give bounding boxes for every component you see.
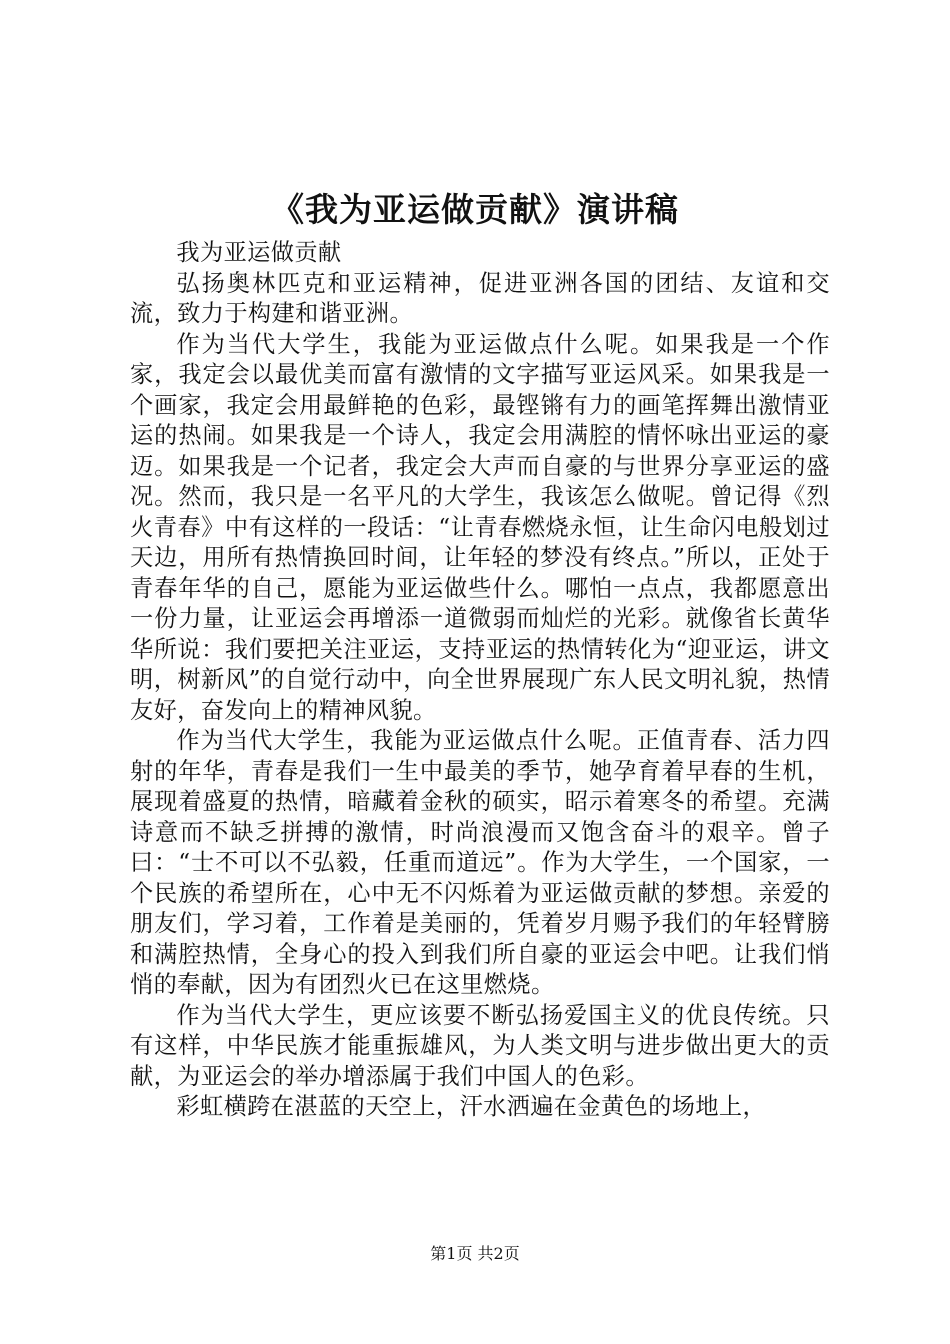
paragraph: 作为当代大学生，更应该要不断弘扬爱国主义的优良传统。只有这样，中华民族才能重振雄风，为人类文明与进步做出更大的贡献，为亚运会的举办增添属于我们中国人的色彩。 — [130, 1001, 830, 1090]
document-body — [130, 238, 830, 1123]
paragraph: 作为当代大学生，我能为亚运做点什么呢。如果我是一个作家，我定会以最优美而富有激情的文字描写亚运风采。如果我是一个画家，我定会用最鲜艳的色彩，最铿锵有力的画笔挥舞出激情亚运的热闹。如果我是一个诗人，我定会用满腔的情怀咏出亚运的豪迈。如果我是一个记者，我定会大声而自豪的与世界分享亚运的盛况。然而，我只是一名平凡的大学生，我该怎么做呢。曾记得《烈火青春》中有这样的一段话：“让青春燃烧永恒，让生命闪电般划过天边，用所有热情换回时间，让年轻的梦没有终点。”所以，正处于青春年华的自己，愿能为亚运做些什么。哪怕一点点，我都愿意出一份力量，让亚运会再增添一道微弱而灿烂的光彩。就像省长黄华华所说：我们要把关注亚运，支持亚运的热情转化为“迎亚运，讲文明，树新风”的自觉行动中，向全世界展现广东人民文明礼貌，热情友好，奋发向上的精神风貌。 — [130, 330, 830, 724]
document-title: 《我为亚运做贡献》演讲稿 — [271, 190, 679, 229]
paragraph: 弘扬奥林匹克和亚运精神，促进亚洲各国的团结、友谊和交流，致力于构建和谐亚洲。 — [130, 269, 830, 327]
paragraph: 彩虹横跨在湛蓝的天空上，汗水洒遍在金黄色的场地上， — [176, 1093, 767, 1120]
paragraph: 作为当代大学生，我能为亚运做点什么呢。正值青春、活力四射的年华，青春是我们一生中最美的季节，她孕育着早春的生机，展现着盛夏的热情，暗藏着金秋的硕实，昭示着寒冬的希望。充满诗意而不缺乏拼搏的激情，时尚浪漫而又饱含奋斗的艰辛。曾子曰：“士不可以不弘毅，任重而道远”。作为大学生，一个国家，一个民族的希望所在，心中无不闪烁着为亚运做贡献的梦想。亲爱的朋友们，学习着，工作着是美丽的，凭着岁月赐予我们的年轻臂膀和满腔热情，全身心的投入到我们所自豪的亚运会中吧。让我们悄悄的奉献，因为有团烈火已在这里燃烧。 — [130, 727, 830, 998]
page-footer: 第1页 共2页 — [430, 1244, 520, 1263]
document-subtitle: 我为亚运做贡献 — [176, 239, 342, 266]
